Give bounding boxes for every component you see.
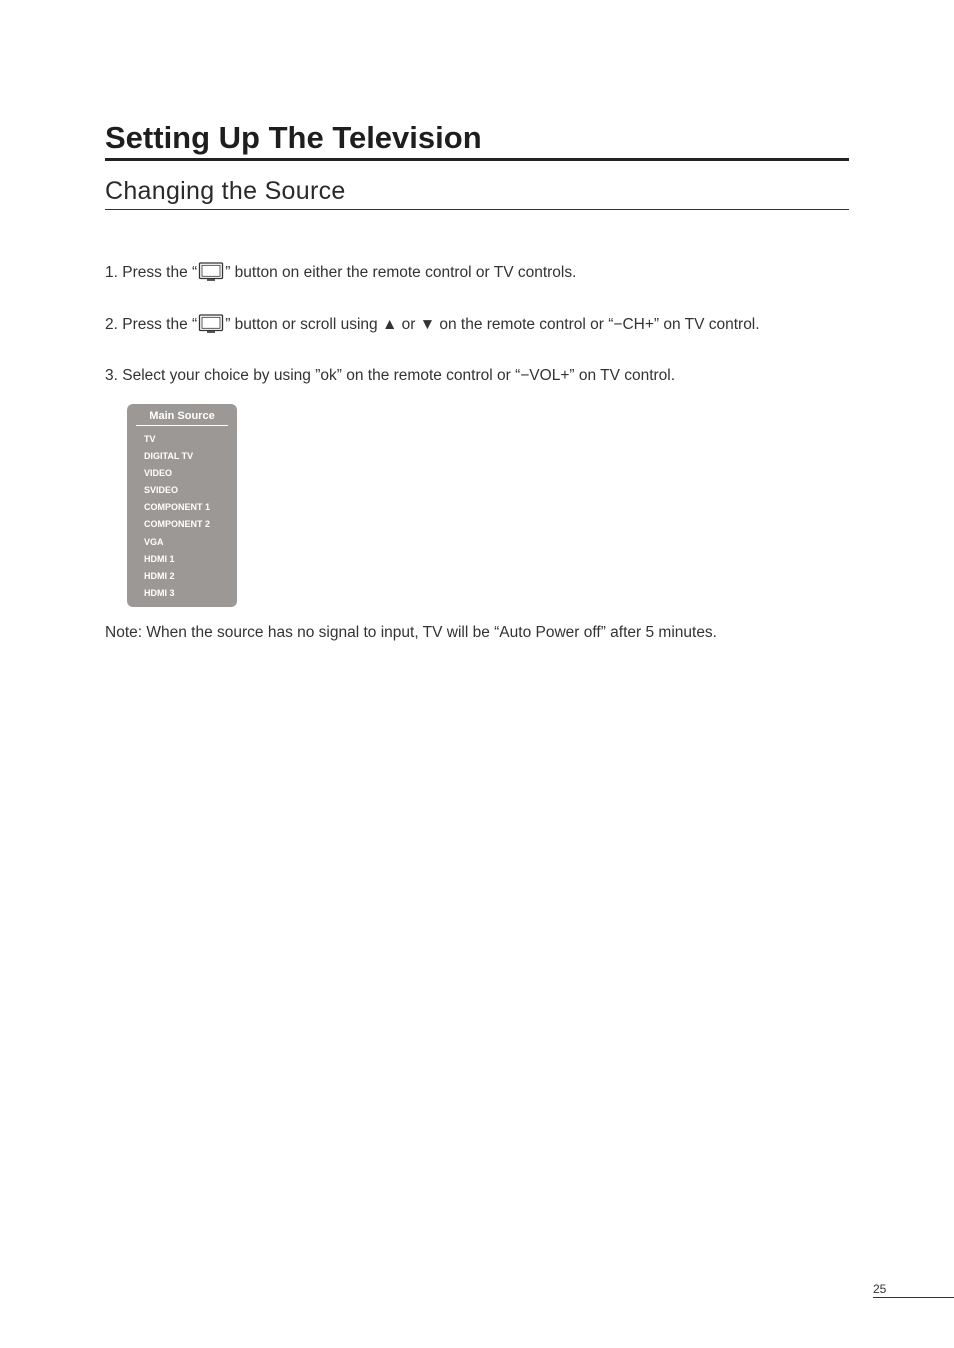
main-source-menu	[127, 404, 237, 607]
source-item-hdmi-2[interactable]: HDMI 2	[144, 570, 175, 581]
menu-title: Main Source	[136, 410, 228, 426]
source-button-icon	[198, 262, 224, 282]
step-1-text-after: ” button on either the remote control or TV controls.	[225, 264, 577, 281]
note-text: Note: When the source has no signal to input, TV will be “Auto Power off” after 5 minutes.	[105, 624, 717, 641]
step-3	[105, 365, 675, 387]
step-2	[105, 314, 760, 336]
source-item-component-2[interactable]: COMPONENT 2	[144, 519, 211, 530]
step-1-text-before: 1. Press the “	[105, 264, 198, 281]
step-2-text-after: ” button or scroll using ▲ or ▼ on the remote control or “−CH+” on TV control.	[225, 316, 760, 333]
source-list	[144, 433, 210, 604]
step-1	[105, 262, 576, 284]
section-title: Changing the Source	[105, 175, 849, 210]
step-2-text-before: 2. Press the “	[105, 316, 198, 333]
source-item-vga[interactable]: VGA	[144, 536, 164, 547]
source-item-hdmi-3[interactable]: HDMI 3	[144, 587, 175, 598]
source-item-digital-tv[interactable]: DIGITAL TV	[144, 451, 194, 462]
source-item-video[interactable]: VIDEO	[144, 468, 173, 479]
page-number: 25	[873, 1282, 954, 1298]
step-3-text: 3. Select your choice by using ”ok” on the remote control or “−VOL+” on TV control.	[105, 367, 676, 384]
source-item-component-1[interactable]: COMPONENT 1	[144, 502, 211, 513]
page-title: Setting Up The Television	[105, 118, 849, 161]
source-button-icon	[198, 314, 224, 334]
source-item-hdmi-1[interactable]: HDMI 1	[144, 553, 175, 564]
source-item-tv[interactable]: TV	[144, 434, 156, 444]
source-item-svideo[interactable]: SVIDEO	[144, 485, 179, 496]
